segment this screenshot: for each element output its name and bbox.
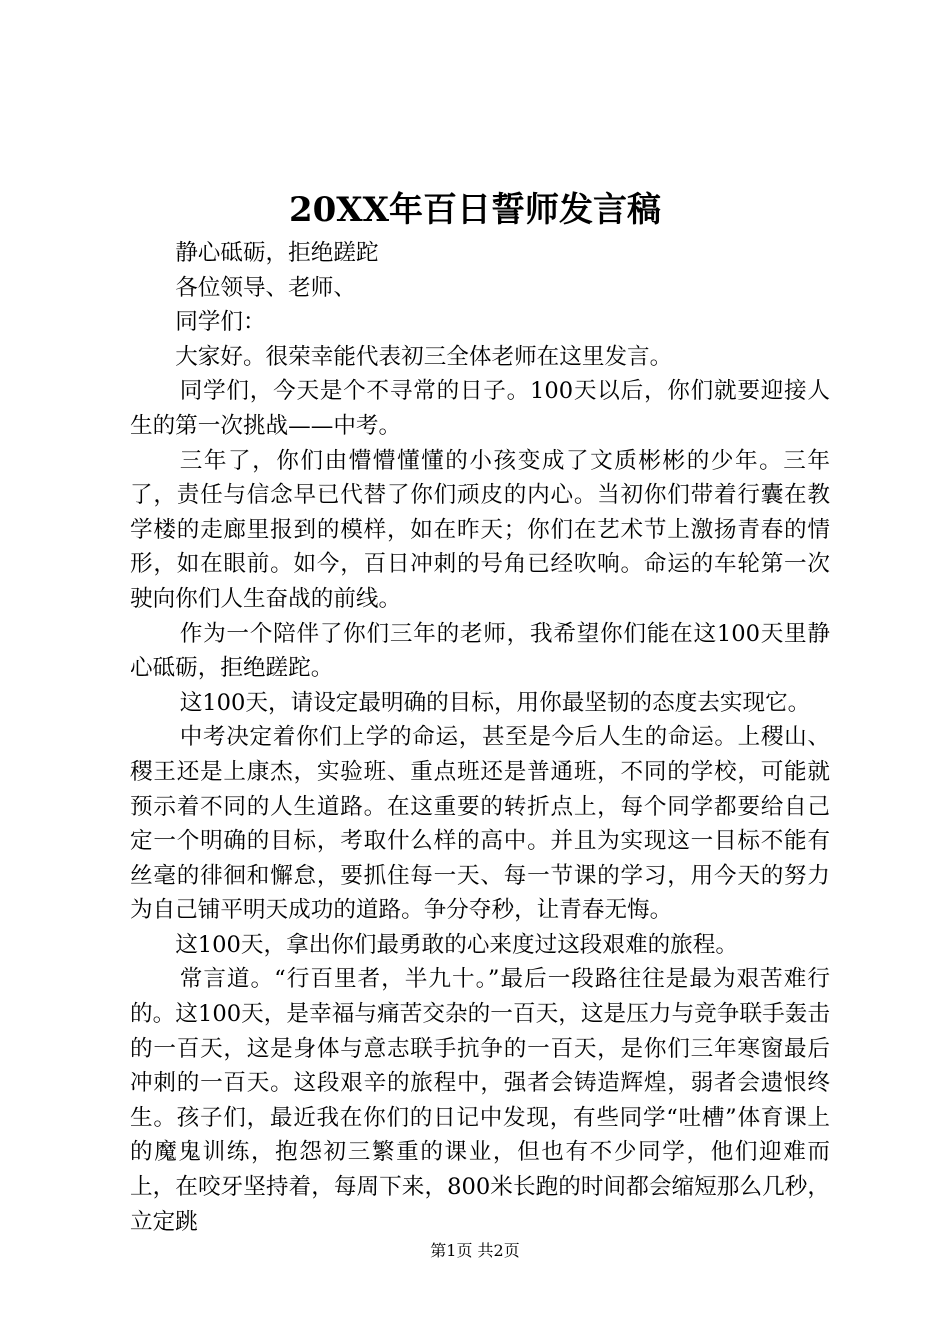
paragraph-courage: 这100天，拿出你们最勇敢的心来度过这段艰难的旅程。 — [175, 931, 738, 958]
paragraph-intro: 同学们，今天是个不寻常的日子。100天以后，你们就要迎接人生的第一次挑战——中考。 — [130, 378, 830, 439]
paragraph-three-years: 三年了，你们由懵懵懂懂的小孩变成了文质彬彬的少年。三年了，责任与信念早已代替了你们顽皮的内心。当初你们带着行囊在教学楼的走廊里报到的模样，如在昨天；你们在艺术节上激扬青春的情形，如在眼前。如今，百日冲刺的号角已经吹响。命运的车轮第一次驶向你们人生奋战的前线。 — [130, 447, 830, 612]
paragraph-salutation-1: 各位领导、老师、 — [175, 274, 356, 301]
page-footer: 第1页 共2页 — [430, 1241, 520, 1260]
paragraph-salutation-2: 同学们： — [175, 309, 266, 336]
paragraph-goal: 这100天，请设定最明确的目标，用你最坚韧的态度去实现它。 — [179, 689, 811, 716]
paragraph-saying: 常言道。“行百里者，半九十。”最后一段路往往是最为艰苦难行的。这100天，是幸福与痛苦交杂的一百天，这是压力与竞争联手轰击的一百天，这是身体与意志联手抗争的一百天，是你们三年寒窗最后冲刺的一百天。这段艰辛的旅程中，强者会铸造辉煌，弱者会遗恨终生。孩子们，最近我在你们的日记中发现，有些同学“吐槽”体育课上的魔鬼训练，抱怨初三繁重的课业，但也有不少同学，他们迎难而上，在咬牙坚持着，每周下来，800米长跑的时间都会缩短那么几秒，立定跳 — [130, 966, 830, 1235]
paragraph-greeting: 大家好。很荣幸能代表初三全体老师在这里发言。 — [175, 343, 673, 370]
paragraph-exam: 中考决定着你们上学的命运，甚至是今后人生的命运。上稷山、稷王还是上康杰，实验班、重点班还是普通班，不同的学校，可能就预示着不同的人生道路。在这重要的转折点上，每个同学都要给自己定一个明确的目标，考取什么样的高中。并且为实现这一目标不能有丝毫的徘徊和懈怠，要抓住每一天、每一节课的学习，用今天的努力为自己铺平明天成功的道路。争分夺秒，让青春无悔。 — [130, 724, 830, 924]
paragraph-subtitle: 静心砥砺，拒绝蹉跎 — [175, 240, 379, 266]
document-body — [130, 236, 830, 1239]
paragraph-hope: 作为一个陪伴了你们三年的老师，我希望你们能在这100天里静心砥砺，拒绝蹉跎。 — [130, 620, 830, 682]
document-title: 20XX年百日誓师发言稿 — [288, 190, 662, 230]
